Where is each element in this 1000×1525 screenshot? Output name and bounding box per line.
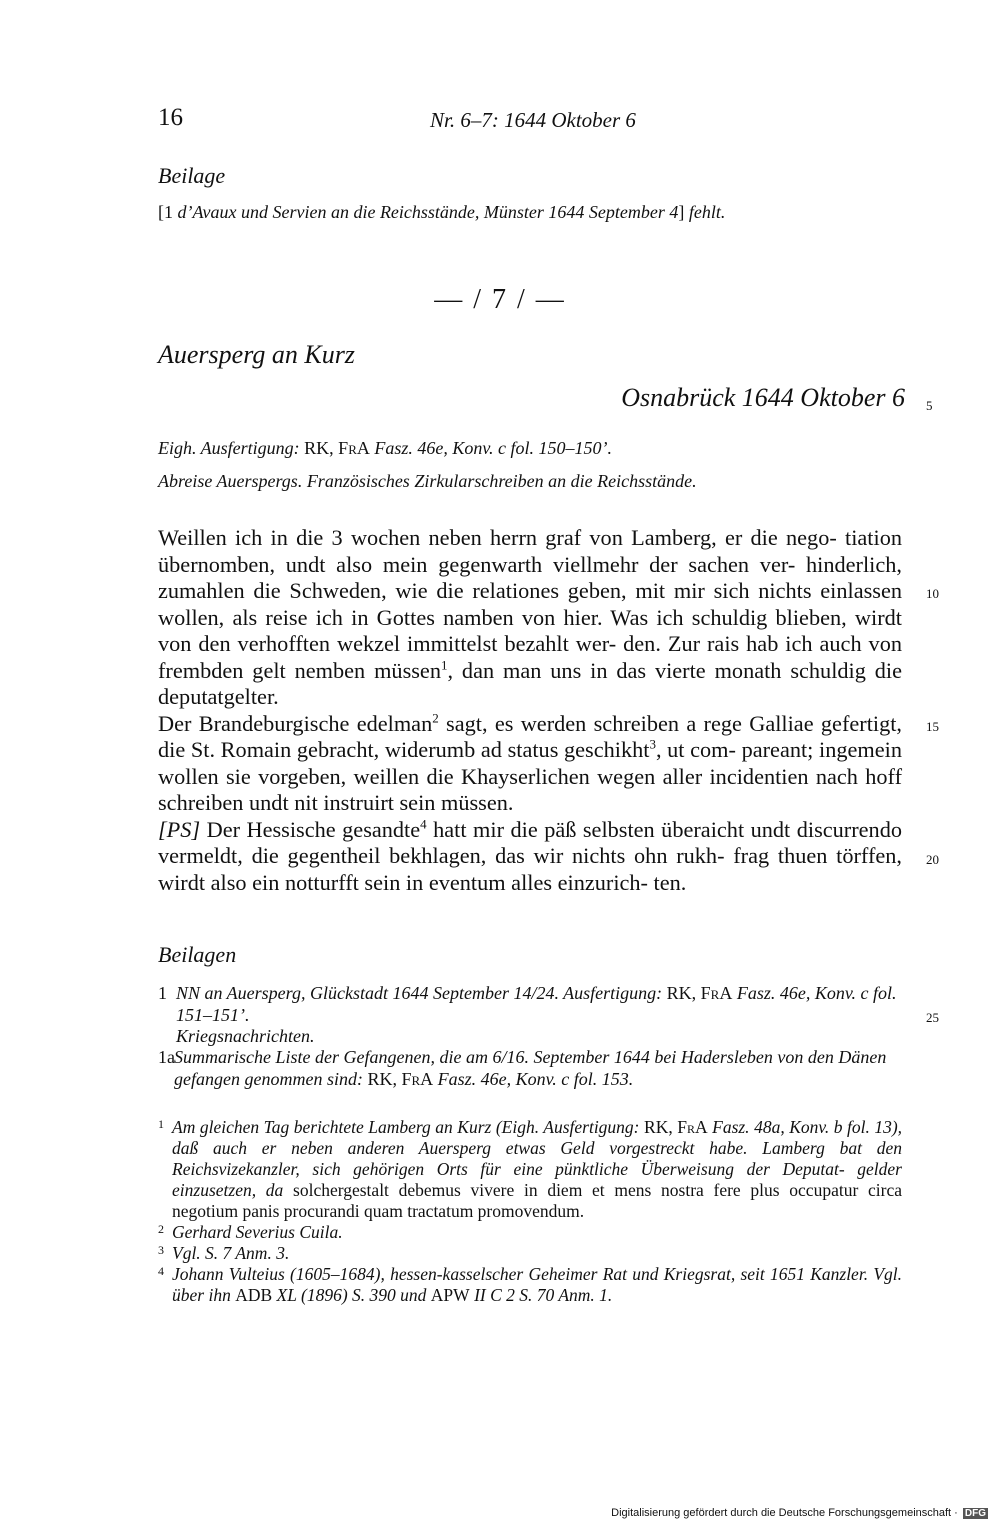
beilagen-item-note: Kriegsnachrichten. xyxy=(176,1026,315,1046)
beilage-open: [1 xyxy=(158,202,178,222)
source-label: Eigh. Ausfertigung: xyxy=(158,438,300,458)
footnote-ref: 4 xyxy=(420,816,427,832)
body-text: Der Hessische gesandte xyxy=(200,816,421,842)
beilage-status: fehlt. xyxy=(688,202,726,222)
footnote-archive: RK, FrA xyxy=(644,1117,708,1137)
beilage-close: ] xyxy=(678,202,689,222)
footnote xyxy=(158,1243,902,1264)
line-number: 15 xyxy=(926,719,939,734)
beilage-text: d’Avaux und Servien an die Reichsstände, Münster 1644 September 4 xyxy=(177,202,679,222)
footnote-ref: 2 xyxy=(432,710,439,726)
line-number: 5 xyxy=(926,398,933,413)
dfg-logo: DFG xyxy=(964,1508,986,1519)
beilage-entry xyxy=(158,202,725,223)
beilagen-item-text: NN an Auersperg, Glückstadt 1644 September 14/24. Ausfertigung: xyxy=(176,983,663,1003)
source-line xyxy=(158,438,612,459)
footnote-mark: 1 xyxy=(158,1117,164,1131)
footnote-quote: solchergestalt debemus vivere in diem et mens nostra fere plus occupatur circa negotium panis procurandi quam tractatum promovendum. xyxy=(172,1180,902,1221)
footnote-text: Am gleichen Tag berichtete Lamberg an Kurz (Eigh. Ausfertigung: xyxy=(172,1117,640,1137)
body-text: , ut com- pareant; ingemein wollen sie vorgeben, weillen die Khayserlichen wegen aller incidentien nach hoff schreiben undt nit instruirt sein müssen. xyxy=(158,737,902,815)
footnote-ref: 3 xyxy=(649,736,656,752)
document-number: — / 7 / — xyxy=(434,284,566,315)
digitization-credit xyxy=(611,1507,988,1519)
footnote-abbrev: APW xyxy=(430,1285,470,1305)
line-number: 25 xyxy=(926,1010,939,1025)
document-summary: Abreise Auerspergs. Französisches Zirkularschreiben an die Reichsstände. xyxy=(158,471,697,491)
document-body xyxy=(158,525,902,896)
body-text: sagt, es werden schreiben a rege Galliae gefertigt, die St. Romain gebracht, widerumb ad status geschikht xyxy=(158,710,903,762)
footnote xyxy=(158,1117,902,1222)
body-text: Der Brandeburgische edelman xyxy=(158,710,433,736)
body-text: , dan man uns in das vierte monath schuldig die deputatgelter. xyxy=(158,657,903,709)
footnote-text: Fasz. 48a, Konv. b fol. 13), daß auch er neben anderen Auersperg etwas Geld vorgestreckt habe. Lamberg bat den Reichsvizekanzler, sich gehörigen Orts für eine pünktliche Überweisung der Deputat- gelder einzusetzen, da xyxy=(172,1117,903,1200)
body-paragraph xyxy=(158,711,902,817)
document-place-date: Osnabrück 1644 Oktober 6 xyxy=(621,383,905,412)
beilagen-item xyxy=(158,1047,902,1090)
footnote xyxy=(158,1264,902,1306)
credit-text: Digitalisierung gefördert durch die Deutsche Forschungsgemeinschaft · xyxy=(611,1507,958,1519)
body-paragraph xyxy=(158,817,902,897)
ps-marker: [PS] xyxy=(158,816,201,842)
running-title: Nr. 6–7: 1644 Oktober 6 xyxy=(430,108,636,132)
footnote-text: Johann Vulteius (1605–1684), hessen-kasselscher Geheimer Rat und Kriegsrat, seit 1651 Kanzler. Vgl. über ihn xyxy=(172,1264,902,1305)
beilagen-item-archive: RK, FrA xyxy=(666,983,733,1003)
beilagen-item-number: 1 xyxy=(158,983,167,1003)
beilagen-heading: Beilagen xyxy=(158,942,237,967)
page-number: 16 xyxy=(158,104,183,131)
footnote-text: XL (1896) S. 390 und xyxy=(276,1285,427,1305)
beilagen-item xyxy=(158,983,902,1048)
source-location: Fasz. 46e, Konv. c fol. 150–150’. xyxy=(374,438,612,458)
footnote-text: II C 2 S. 70 Anm. 1. xyxy=(474,1285,613,1305)
source-archive: RK, FrA xyxy=(304,438,370,458)
footnote-mark: 2 xyxy=(158,1222,164,1236)
beilagen-item-text: Summarische Liste der Gefangenen, die am 6/16. September 1644 bei Hadersleben von den Dänen gefangen genommen sind: xyxy=(174,1047,887,1089)
beilagen-item-archive: RK, FrA xyxy=(367,1068,434,1089)
footnote-ref: 1 xyxy=(440,657,448,673)
body-text: hatt mir die päß selbsten überaicht undt discurrendo vermeldt, die gegentheil bekhlagen, das wir nichts ohn rukh- frag thuen törffen, wirdt also ein notturfft sein in eventum alles einzurich- ten. xyxy=(158,816,902,895)
footnote-text: Vgl. S. 7 Anm. 3. xyxy=(172,1243,290,1263)
beilagen-item-location: Fasz. 46e, Konv. c fol. 151–151’. xyxy=(176,983,897,1025)
footnote xyxy=(158,1222,902,1243)
beilagen-item-number: 1a xyxy=(158,1047,175,1067)
footnote-mark: 3 xyxy=(158,1243,164,1257)
footnote-text: Gerhard Severius Cuila. xyxy=(172,1222,343,1242)
line-number: 10 xyxy=(926,586,939,601)
footnote-mark: 4 xyxy=(158,1264,164,1278)
beilage-heading: Beilage xyxy=(158,163,226,188)
document-sender: Auersperg an Kurz xyxy=(158,340,355,369)
line-number: 20 xyxy=(926,852,939,867)
body-text: Weillen ich in die 3 wochen neben herrn graf von Lamberg, er die nego- tiation übernomben, undt also mein gegenwarth viellmehr der sachen ver- hinderlich, zumahlen die Schweden, wie die relationes geben, mit mir sich nichts einlassen wollen, als reise ich in Gottes namben von hier. Was ich schuldig blieben, wirdt von den verhofften wekzel immittelst bezahlt wer- den. Zur rais hab ich auch von frembden gelt nemben müssen xyxy=(158,525,902,683)
footnote-abbrev: ADB xyxy=(235,1285,273,1305)
footnotes xyxy=(158,1117,902,1306)
body-paragraph xyxy=(158,525,902,711)
beilagen-item-location: Fasz. 46e, Konv. c fol. 153. xyxy=(437,1068,634,1089)
